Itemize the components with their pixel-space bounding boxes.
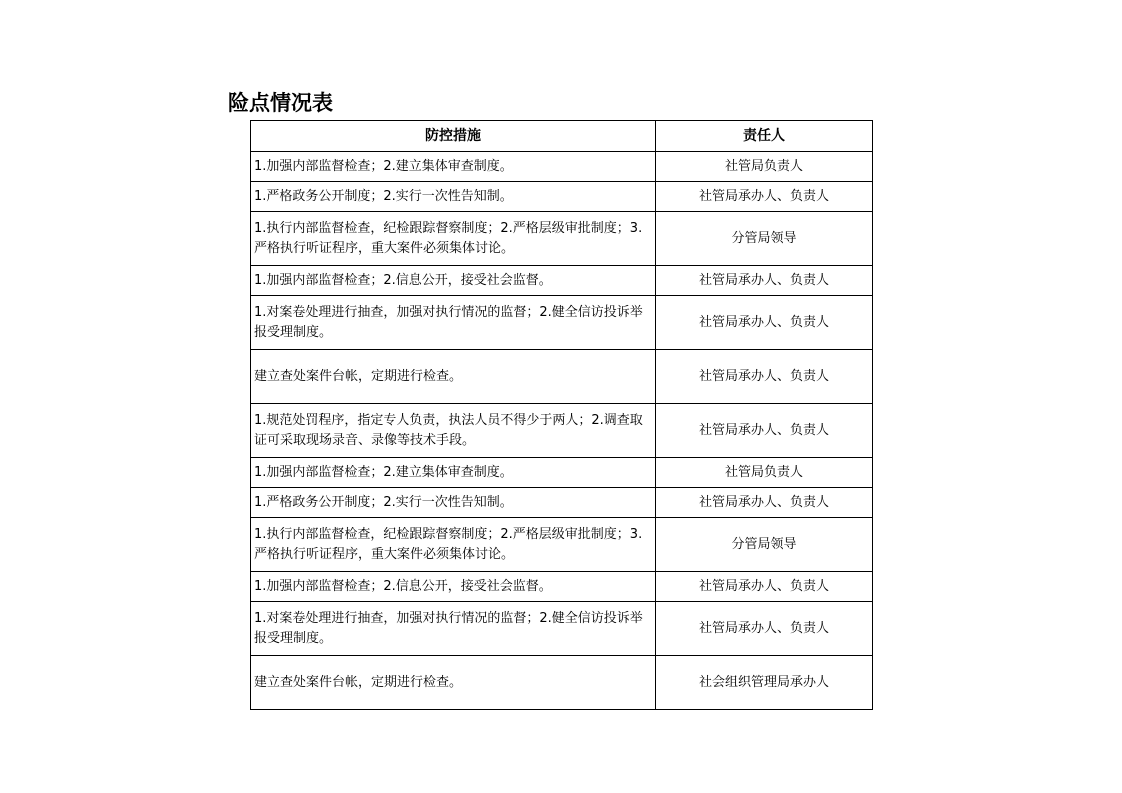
owner-cell: 分管局领导 — [656, 212, 873, 266]
measure-cell: 1.加强内部监督检查；2.建立集体审查制度。 — [251, 152, 656, 182]
owner-cell: 社管局承办人、负责人 — [656, 488, 873, 518]
column-header-measures: 防控措施 — [251, 121, 656, 152]
owner-cell: 社管局承办人、负责人 — [656, 296, 873, 350]
table-row — [251, 152, 873, 182]
measure-cell: 建立查处案件台帐，定期进行检查。 — [251, 656, 656, 710]
owner-cell: 社管局承办人、负责人 — [656, 182, 873, 212]
measure-cell: 建立查处案件台帐，定期进行检查。 — [251, 350, 656, 404]
measure-cell: 1.执行内部监督检查，纪检跟踪督察制度；2.严格层级审批制度；3.严格执行听证程序，重大案件必须集体讨论。 — [251, 518, 656, 572]
table-row — [251, 602, 873, 656]
column-header-owner: 责任人 — [656, 121, 873, 152]
table-row — [251, 518, 873, 572]
owner-cell: 社管局承办人、负责人 — [656, 266, 873, 296]
measure-cell: 1.严格政务公开制度；2.实行一次性告知制。 — [251, 488, 656, 518]
owner-cell: 社管局负责人 — [656, 152, 873, 182]
table-row — [251, 296, 873, 350]
owner-cell: 社管局承办人、负责人 — [656, 404, 873, 458]
title-container — [228, 88, 446, 118]
measure-cell: 1.加强内部监督检查；2.信息公开，接受社会监督。 — [251, 572, 656, 602]
table-header-row — [251, 121, 873, 152]
measure-cell: 1.加强内部监督检查；2.信息公开，接受社会监督。 — [251, 266, 656, 296]
table-row — [251, 488, 873, 518]
measure-cell: 1.加强内部监督检查；2.建立集体审查制度。 — [251, 458, 656, 488]
table-row — [251, 458, 873, 488]
table-row — [251, 212, 873, 266]
table-row — [251, 266, 873, 296]
owner-cell: 社管局承办人、负责人 — [656, 602, 873, 656]
table-row — [251, 656, 873, 710]
measure-cell: 1.执行内部监督检查，纪检跟踪督察制度；2.严格层级审批制度；3.严格执行听证程序，重大案件必须集体讨论。 — [251, 212, 656, 266]
measure-cell: 1.对案卷处理进行抽查，加强对执行情况的监督；2.健全信访投诉举报受理制度。 — [251, 602, 656, 656]
measure-cell: 1.严格政务公开制度；2.实行一次性告知制。 — [251, 182, 656, 212]
page-title: 险点情况表 — [228, 91, 333, 115]
table-row — [251, 350, 873, 404]
table-body — [251, 152, 873, 710]
risk-table — [250, 120, 873, 710]
owner-cell: 社管局负责人 — [656, 458, 873, 488]
owner-cell: 社会组织管理局承办人 — [656, 656, 873, 710]
owner-cell: 社管局承办人、负责人 — [656, 572, 873, 602]
table-row — [251, 404, 873, 458]
table-row — [251, 182, 873, 212]
owner-cell: 社管局承办人、负责人 — [656, 350, 873, 404]
measure-cell: 1.对案卷处理进行抽查，加强对执行情况的监督；2.健全信访投诉举报受理制度。 — [251, 296, 656, 350]
owner-cell: 分管局领导 — [656, 518, 873, 572]
measure-cell: 1.规范处罚程序，指定专人负责，执法人员不得少于两人；2.调查取证可采取现场录音、录像等技术手段。 — [251, 404, 656, 458]
table-row — [251, 572, 873, 602]
